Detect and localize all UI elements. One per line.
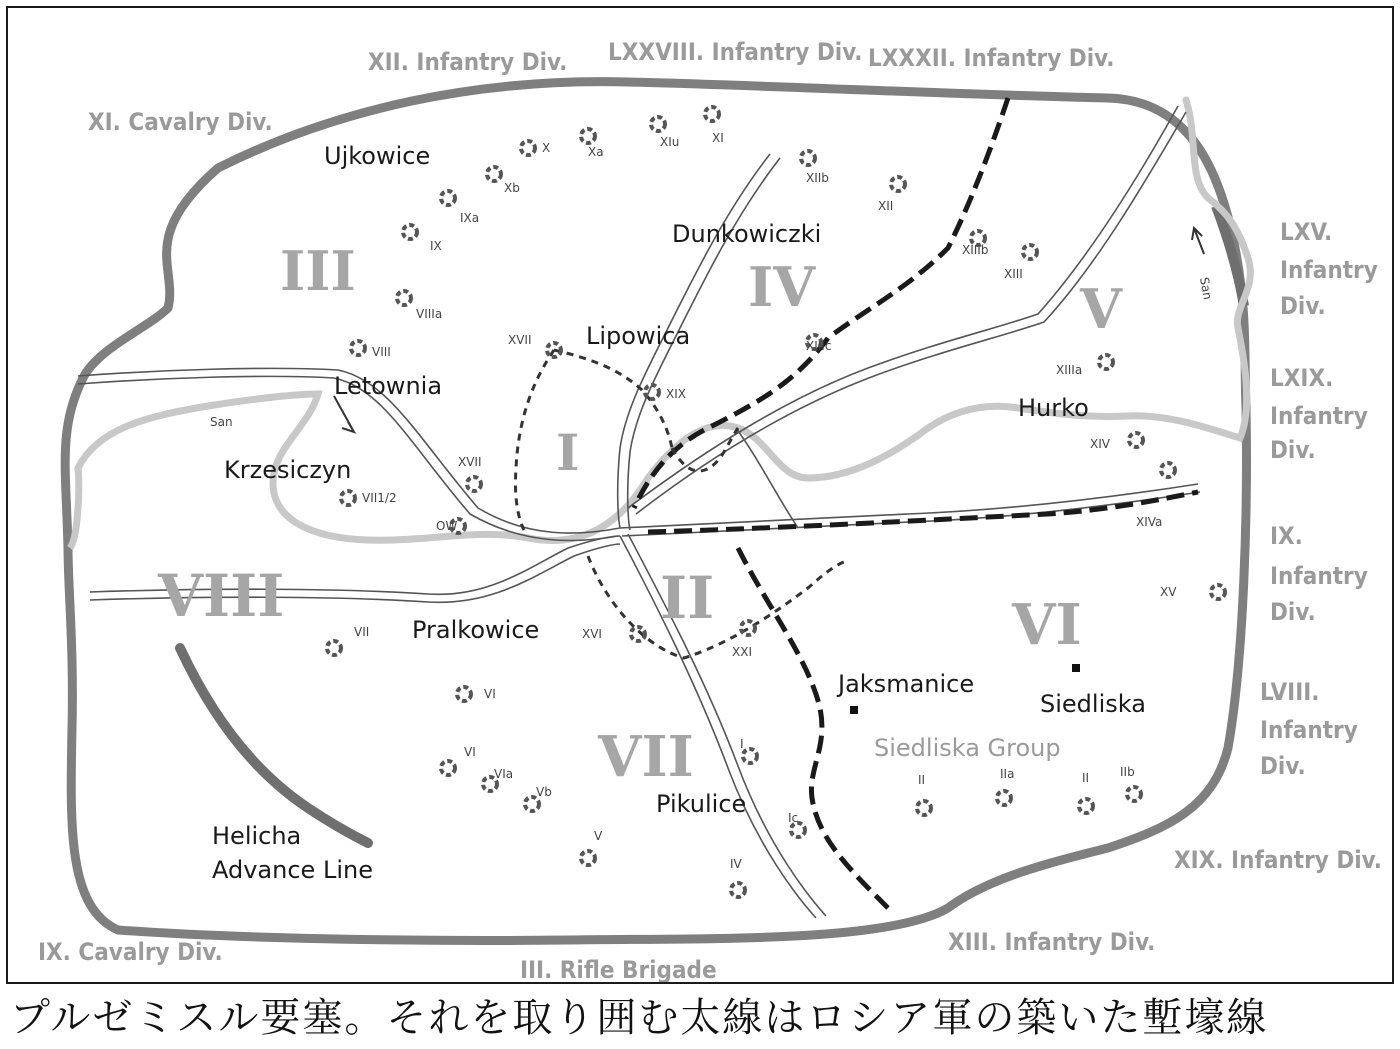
div-xix-infantry: XIX. Infantry Div. bbox=[1174, 846, 1382, 874]
fort-icon bbox=[1099, 355, 1113, 369]
fort-icon bbox=[705, 107, 719, 121]
sector-vi: VI bbox=[1012, 592, 1082, 658]
fort-label: VIII bbox=[372, 345, 391, 359]
place-letownia: Letownia bbox=[334, 372, 443, 400]
fort-ii-b bbox=[1079, 771, 1093, 813]
fort-label: VII1/2 bbox=[362, 491, 397, 505]
fort-label: VI bbox=[464, 745, 476, 759]
div-lxxviii-infantry: LXXVIII. Infantry Div. bbox=[608, 38, 863, 66]
fort-xii bbox=[878, 177, 905, 213]
fort-ii bbox=[917, 773, 931, 815]
fort-icon bbox=[521, 141, 535, 155]
fort-label: XVII bbox=[458, 455, 482, 469]
div-lviii-3: Div. bbox=[1260, 752, 1306, 780]
fort-xiiic bbox=[806, 335, 831, 353]
div-lxv-3: Div. bbox=[1280, 292, 1326, 320]
fort-icon bbox=[801, 151, 815, 165]
sector-ii: II bbox=[660, 564, 715, 632]
fort-label: XIIIb bbox=[962, 243, 989, 257]
fort-label: Xb bbox=[504, 181, 520, 195]
place-siedliska-group: Siedliska Group bbox=[874, 734, 1061, 762]
fort-icon bbox=[341, 491, 355, 505]
fort-label: XIII bbox=[1004, 267, 1023, 281]
place-helicha: Helicha bbox=[212, 822, 302, 850]
san-flow-arrow-icon bbox=[334, 396, 354, 432]
div-lxv-2: Infantry bbox=[1280, 256, 1378, 284]
div-ix-infantry-1: IX. bbox=[1270, 522, 1303, 550]
fort-label: Vb bbox=[536, 785, 552, 799]
div-ix-cavalry: IX. Cavalry Div. bbox=[38, 938, 223, 966]
fort-label: XIV bbox=[1090, 437, 1110, 451]
div-iii-rifle: III. Rifle Brigade bbox=[520, 956, 717, 982]
fort-label: VIIIa bbox=[416, 307, 443, 321]
railway-east bbox=[648, 492, 1198, 532]
fort-ixa bbox=[441, 191, 479, 225]
div-lxix-1: LXIX. bbox=[1270, 364, 1334, 392]
fort-iv bbox=[730, 857, 745, 897]
inner-ring-west bbox=[515, 350, 554, 530]
fort-icon bbox=[917, 801, 931, 815]
div-xiii-infantry: XIII. Infantry Div. bbox=[948, 928, 1156, 956]
div-ix-infantry-2: Infantry bbox=[1270, 562, 1368, 590]
fort-icon bbox=[487, 167, 501, 181]
fort-label: XIu bbox=[660, 135, 680, 149]
railway-north bbox=[634, 98, 1008, 508]
fort-xvii-b bbox=[458, 455, 482, 491]
fort-ow bbox=[436, 519, 465, 533]
div-xii-infantry: XII. Infantry Div. bbox=[368, 48, 568, 76]
fort-icon bbox=[1127, 787, 1141, 801]
fort-xv bbox=[1160, 585, 1225, 599]
fortress-map bbox=[8, 8, 1392, 982]
sector-i: I bbox=[556, 423, 580, 482]
fort-label: IIa bbox=[1000, 767, 1015, 781]
fort-xi bbox=[705, 107, 724, 145]
sector-iii: III bbox=[280, 239, 356, 303]
fort-label: VII bbox=[354, 625, 370, 639]
fort-label: IV bbox=[730, 857, 742, 871]
fort-vi-b bbox=[441, 745, 476, 775]
fort-label: VI bbox=[484, 687, 496, 701]
fort-label: XIIIc bbox=[806, 339, 832, 353]
fort-label: XVI bbox=[582, 627, 602, 641]
san-flow-arrow-east-icon bbox=[1192, 228, 1204, 254]
caption: プルゼミスル要塞。それを取り囲む太線はロシア軍の築いた塹壕線 bbox=[10, 995, 1269, 1041]
place-hurko: Hurko bbox=[1018, 394, 1089, 422]
fort-label: IIb bbox=[1120, 765, 1135, 779]
div-lviii-2: Infantry bbox=[1260, 716, 1358, 744]
place-lipowica: Lipowica bbox=[586, 322, 691, 350]
town-marker-jaksmanice bbox=[850, 706, 858, 714]
fort-label: XIIb bbox=[806, 171, 829, 185]
place-krzesiczyn: Krzesiczyn bbox=[224, 456, 352, 484]
helicha-advance-line bbox=[180, 648, 368, 843]
railway-south bbox=[738, 548, 888, 908]
fort-label: X bbox=[542, 141, 551, 155]
fort-xiiib bbox=[962, 231, 988, 257]
fort-label: II bbox=[918, 773, 926, 787]
fort-icon bbox=[1129, 433, 1143, 447]
fort-v bbox=[581, 829, 603, 865]
fort-label: XV bbox=[1160, 585, 1177, 599]
div-lxxxii-infantry: LXXXII. Infantry Div. bbox=[868, 44, 1115, 72]
fort-label: V bbox=[594, 829, 603, 843]
div-lviii-1: LVIII. bbox=[1260, 678, 1320, 706]
fort-i bbox=[740, 737, 757, 763]
div-ix-infantry-3: Div. bbox=[1270, 598, 1316, 626]
fort-icon bbox=[1079, 799, 1093, 813]
place-ujkowice: Ujkowice bbox=[324, 142, 431, 170]
div-lxix-2: Infantry bbox=[1270, 402, 1368, 430]
fort-xiib bbox=[801, 151, 829, 185]
div-xi-cavalry: XI. Cavalry Div. bbox=[88, 108, 273, 136]
fort-icon bbox=[403, 225, 417, 239]
fort-xiii bbox=[1004, 245, 1037, 281]
sector-viii: VIII bbox=[158, 562, 285, 630]
place-pralkowice: Pralkowice bbox=[412, 616, 540, 644]
fort-ic bbox=[788, 811, 805, 837]
fort-vii12 bbox=[341, 491, 397, 505]
fort-label: IXa bbox=[460, 211, 480, 225]
fort-label: XIVa bbox=[1136, 515, 1163, 529]
fort-label: II bbox=[1082, 771, 1090, 785]
roads bbox=[78, 106, 1200, 918]
fort-icon bbox=[467, 477, 481, 491]
town-marker-siedliska bbox=[1072, 664, 1080, 672]
sector-v: V bbox=[1080, 277, 1122, 341]
fort-viiia bbox=[397, 291, 442, 321]
fort-label: XIX bbox=[666, 387, 686, 401]
fort-ix bbox=[403, 225, 442, 253]
san-river-west bbox=[70, 468, 79, 548]
place-siedliska: Siedliska bbox=[1040, 690, 1146, 718]
place-advance-line: Advance Line bbox=[212, 856, 373, 884]
div-lxv-1: LXV. bbox=[1280, 218, 1333, 246]
sector-iv: IV bbox=[748, 255, 816, 319]
fort-label: XII bbox=[878, 199, 894, 213]
fort-icon bbox=[1023, 245, 1037, 259]
fort-via bbox=[483, 767, 513, 791]
fort-icon bbox=[581, 851, 595, 865]
fort-vi-a bbox=[457, 687, 496, 701]
fort-xb bbox=[487, 167, 520, 195]
fort-x bbox=[521, 141, 550, 155]
fort-label: VIa bbox=[494, 767, 514, 781]
fort-icon bbox=[441, 191, 455, 205]
river-san-arrow-label: San bbox=[1197, 276, 1215, 301]
fort-icon bbox=[741, 621, 755, 635]
place-dunkowiczki: Dunkowiczki bbox=[672, 220, 822, 248]
fort-icon bbox=[397, 291, 411, 305]
sector-vii: VII bbox=[598, 724, 694, 790]
fort-label: IX bbox=[430, 239, 442, 253]
fort-icon bbox=[791, 823, 805, 837]
fort-icon bbox=[327, 641, 341, 655]
place-jaksmanice: Jaksmanice bbox=[838, 670, 975, 698]
fort-label: Xa bbox=[588, 145, 604, 159]
fort-xvi bbox=[582, 627, 645, 641]
fort-xiv bbox=[1090, 433, 1143, 451]
inner-ring-south bbox=[588, 556, 844, 658]
fort-label: XI bbox=[712, 131, 724, 145]
fort-icon bbox=[891, 177, 905, 191]
place-pikulice: Pikulice bbox=[656, 790, 747, 818]
fort-label: Ic bbox=[788, 811, 799, 825]
fort-icon bbox=[743, 749, 757, 763]
fort-icon bbox=[1211, 585, 1225, 599]
fort-icon bbox=[525, 797, 539, 811]
fort-icon bbox=[997, 791, 1011, 805]
fort-icon bbox=[1161, 463, 1175, 477]
fort-iia bbox=[997, 767, 1014, 805]
fort-label: XIIIa bbox=[1056, 363, 1083, 377]
fort-vii bbox=[327, 625, 369, 655]
road-hurko bbox=[736, 428, 798, 528]
fort-label: OW bbox=[436, 519, 458, 533]
fort-iib bbox=[1120, 765, 1141, 801]
fort-xa bbox=[581, 129, 604, 159]
fort-icon bbox=[581, 129, 595, 143]
fort-xiu bbox=[651, 117, 679, 149]
fort-icon bbox=[731, 883, 745, 897]
fort-xiiia bbox=[1056, 355, 1113, 377]
div-lxix-3: Div. bbox=[1270, 436, 1316, 464]
fort-label: XVII bbox=[508, 333, 532, 347]
fort-icon bbox=[651, 117, 665, 131]
fort-icon bbox=[351, 341, 365, 355]
fort-vb bbox=[525, 785, 552, 811]
river-san-label: San bbox=[210, 415, 233, 429]
fort-icon bbox=[441, 761, 455, 775]
fort-label: XXI bbox=[732, 645, 752, 659]
fort-icon bbox=[457, 687, 471, 701]
fort-label: I bbox=[740, 737, 744, 751]
fort-icon bbox=[645, 385, 659, 399]
map-frame bbox=[6, 6, 1394, 984]
fort-xxi bbox=[732, 621, 755, 659]
fort-viii bbox=[351, 341, 391, 359]
